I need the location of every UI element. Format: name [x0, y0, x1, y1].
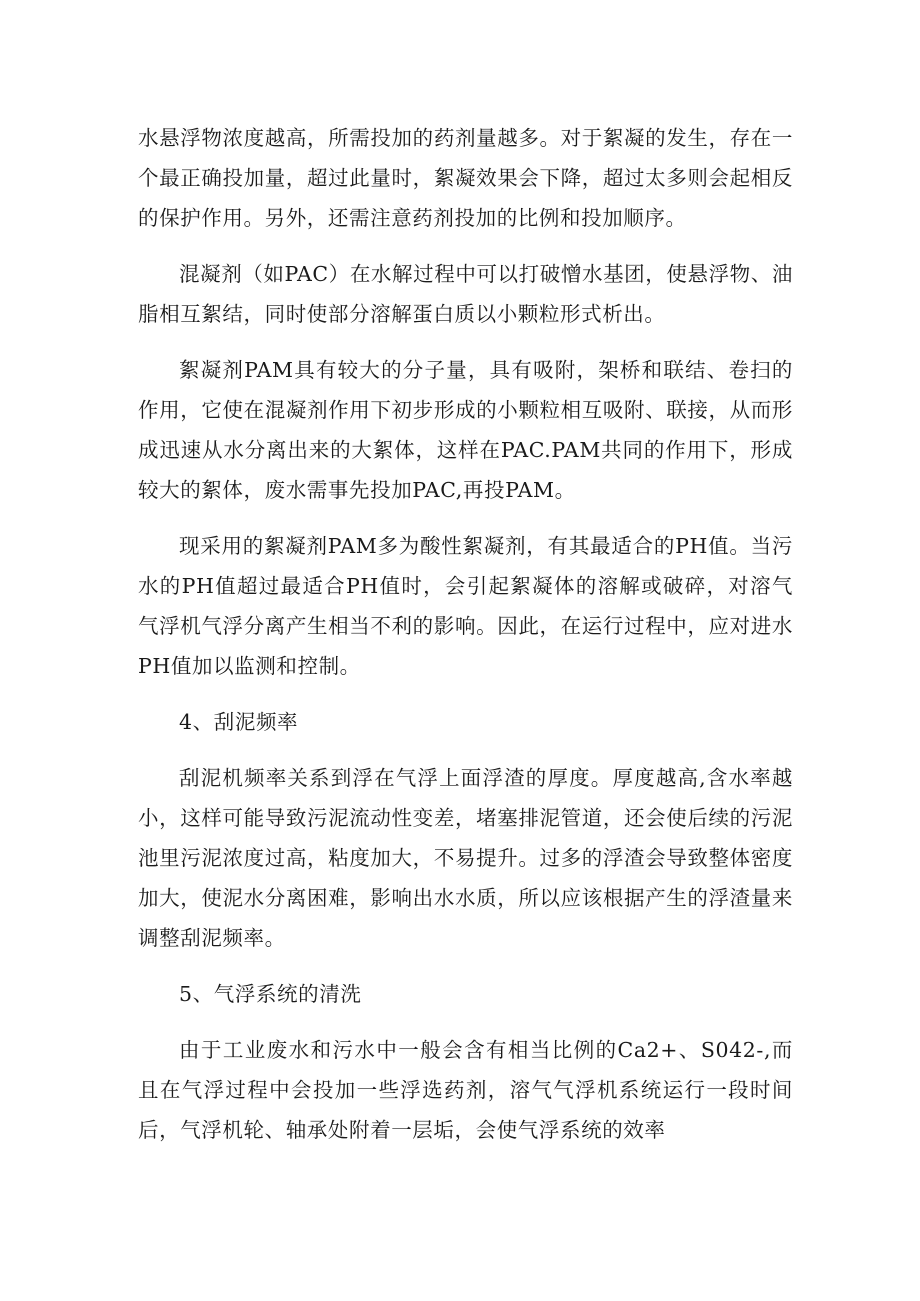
paragraph-continuation: 水悬浮物浓度越高，所需投加的药剂量越多。对于絮凝的发生，存在一个最正确投加量，超过此量时，絮凝效果会下降，超过太多则会起相反的保护作用。另外，还需注意药剂投加的比例和投加顺序。: [138, 126, 793, 230]
paragraph-scraping-frequency: 刮泥机频率关系到浮在气浮上面浮渣的厚度。厚度越高,含水率越小，这样可能导致污泥流动性变差，堵塞排泥管道，还会使后续的污泥池里污泥浓度过高，粘度加大，不易提升。过多的浮渣会导致整体密度加大，使泥水分离困难，影响出水水质，所以应该根据产生的浮渣量来调整刮泥频率。: [138, 766, 793, 950]
paragraph-ph-value: 现采用的絮凝剂PAM多为酸性絮凝剂，有其最适合的PH值。当污水的PH值超过最适合PH值时，会引起絮凝体的溶解或破碎，对溶气气浮机气浮分离产生相当不利的影响。因此，在运行过程中，应对进水PH值加以监测和控制。: [138, 534, 793, 678]
section-heading-scraping-frequency: 4、刮泥频率: [179, 710, 299, 734]
section-heading-system-cleaning: 5、气浮系统的清洗: [179, 982, 362, 1006]
paragraph-coagulant-pac: 混凝剂（如PAC）在水解过程中可以打破憎水基团，使悬浮物、油脂相互絮结，同时使部分溶解蛋白质以小颗粒形式析出。: [138, 262, 793, 326]
paragraph-flocculant-pam: 絮凝剂PAM具有较大的分子量，具有吸附，架桥和联结、卷扫的作用，它使在混凝剂作用下初步形成的小颗粒相互吸附、联接，从而形成迅速从水分离出来的大絮体，这样在PAC.PAM共同的作用下，形成较大的絮体，废水需事先投加PAC,再投PAM。: [138, 358, 793, 502]
paragraph-system-cleaning: 由于工业废水和污水中一般会含有相当比例的Ca2+、S042-,而且在气浮过程中会投加一些浮选药剂，溶气气浮机系统运行一段时间后，气浮机轮、轴承处附着一层垢，会使气浮系统的效率: [138, 1038, 793, 1142]
document-body: [138, 118, 793, 1166]
